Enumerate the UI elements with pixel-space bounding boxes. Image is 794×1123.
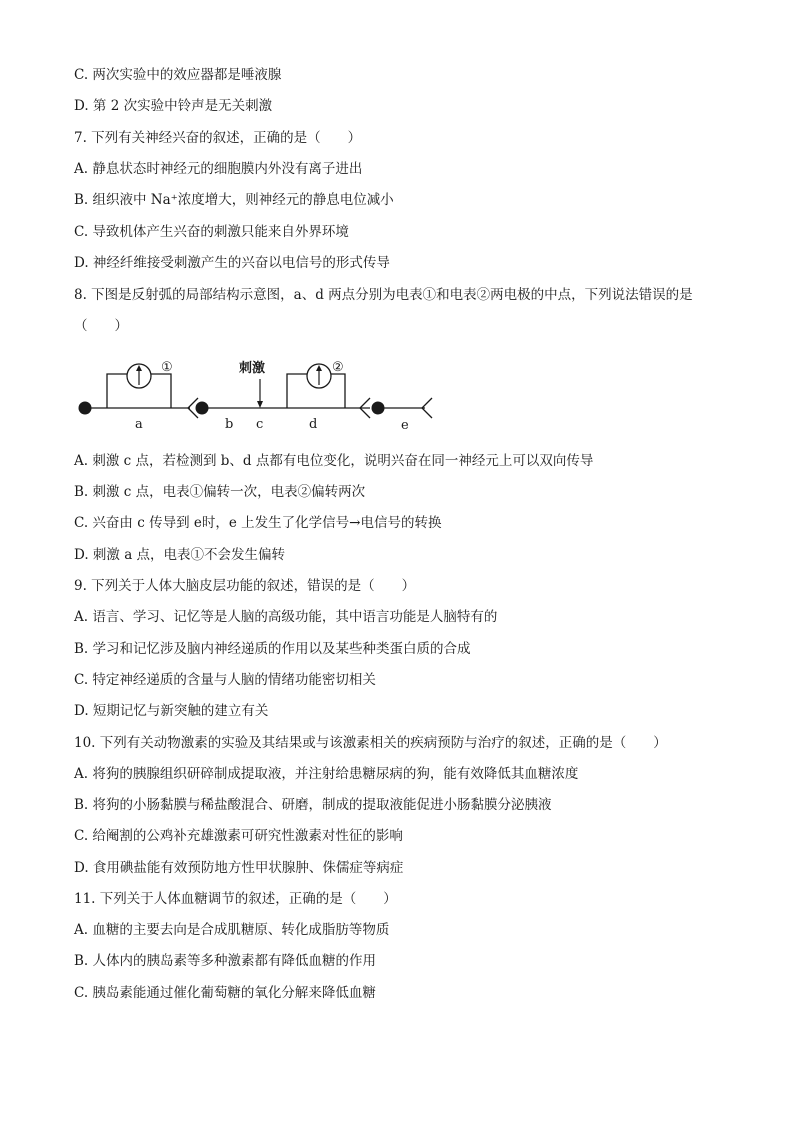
option-6d: D. 第 2 次实验中铃声是无关刺激 <box>74 98 273 114</box>
option-10a: A. 将狗的胰腺组织研碎制成提取液，并注射给患糖尿病的狗，能有效降低其血糖浓度 <box>74 766 579 782</box>
meter-1-lead-left <box>107 374 127 408</box>
question-8-bracket: （ ） <box>74 318 128 334</box>
meter-1-label: ① <box>161 360 173 375</box>
option-6c: C. 两次实验中的效应器都是唾液腺 <box>74 67 282 83</box>
option-8a: A. 刺激 c 点，若检测到 b、d 点都有电位变化，说明兴奋在同一神经元上可以双向传导 <box>74 453 594 469</box>
option-10d: D. 食用碘盐能有效预防地方性甲状腺肿、侏儒症等病症 <box>74 860 404 876</box>
option-10c: C. 给阉割的公鸡补充雄激素可研究性激素对性征的影响 <box>74 828 403 844</box>
option-8c: C. 兴奋由 c 传导到 e时，e 上发生了化学信号→电信号的转换 <box>74 515 442 531</box>
option-11a: A. 血糖的主要去向是合成肌糖原、转化成脂肪等物质 <box>74 922 390 938</box>
meter-2-label: ② <box>332 360 344 375</box>
question-9: 9. 下列关于人体大脑皮层功能的叙述，错误的是（ ） <box>74 578 416 594</box>
meter-2-lead-right <box>331 374 345 408</box>
option-11c: C. 胰岛素能通过催化葡萄糖的氧化分解来降低血糖 <box>74 985 376 1001</box>
question-8: 8. 下图是反射弧的局部结构示意图，a、d 两点分别为电表①和电表②两电极的中点，下列说法错误的是 <box>74 287 693 303</box>
option-9a: A. 语言、学习、记忆等是人脑的高级功能，其中语言功能是人脑特有的 <box>74 609 498 625</box>
option-7b: B. 组织液中 Na⁺浓度增大，则神经元的静息电位减小 <box>74 192 394 208</box>
option-8b: B. 刺激 c 点，电表①偏转一次，电表②偏转两次 <box>74 484 366 500</box>
question-11: 11. 下列关于人体血糖调节的叙述，正确的是（ ） <box>74 891 397 907</box>
meter-1-lead-right <box>151 374 171 408</box>
option-9b: B. 学习和记忆涉及脑内神经递质的作用以及某些种类蛋白质的合成 <box>74 641 471 657</box>
stimulus-arrow-head <box>257 401 263 408</box>
option-11b: B. 人体内的胰岛素等多种激素都有降低血糖的作用 <box>74 953 377 969</box>
option-9c: C. 特定神经递质的含量与人脑的情绪功能密切相关 <box>74 672 376 688</box>
reflex-arc-diagram <box>70 352 440 437</box>
point-label-b: b <box>225 417 234 432</box>
option-10b: B. 将狗的小肠黏膜与稀盐酸混合、研磨，制成的提取液能促进小肠黏膜分泌胰液 <box>74 797 552 813</box>
option-7a: A. 静息状态时神经元的细胞膜内外没有离子进出 <box>74 161 363 177</box>
option-7c: C. 导致机体产生兴奋的刺激只能来自外界环境 <box>74 224 349 240</box>
stimulus-label: 刺激 <box>239 361 266 376</box>
point-label-a: a <box>135 417 143 432</box>
option-7d: D. 神经纤维接受刺激产生的兴奋以电信号的形式传导 <box>74 255 390 271</box>
option-9d: D. 短期记忆与新突触的建立有关 <box>74 703 269 719</box>
point-label-c: c <box>256 417 264 432</box>
question-10: 10. 下列有关动物激素的实验及其结果或与该激素相关的疾病预防与治疗的叙述，正确的是（ ） <box>74 735 667 751</box>
meter-2-lead-left <box>287 374 307 408</box>
question-7: 7. 下列有关神经兴奋的叙述，正确的是（ ） <box>74 130 362 146</box>
option-8d: D. 刺激 a 点，电表①不会发生偏转 <box>74 547 286 563</box>
point-label-d: d <box>309 417 318 432</box>
point-label-e: e <box>401 418 409 433</box>
